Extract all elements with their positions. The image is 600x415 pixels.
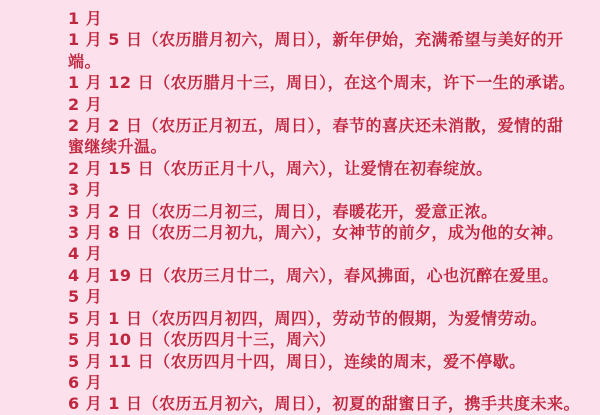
month-heading-may: 5 月	[68, 287, 103, 307]
calendar-entry: 5 月 1 日（农历四月初四，周四），劳动节的假期，为爱情劳动。	[68, 308, 547, 328]
month-heading-april: 4 月	[68, 244, 103, 264]
calendar-entry: 3 月 8 日（农历二月初九，周六），女神节的前夕，成为他的女神。	[68, 223, 564, 243]
calendar-entry-continuation: 蜜继续升温。	[68, 137, 168, 157]
calendar-entry: 2 月 15 日（农历正月十八，周六），让爱情在初春绽放。	[68, 158, 493, 178]
calendar-entry: 3 月 2 日（农历二月初三，周日），春暖花开，爱意正浓。	[68, 201, 498, 221]
month-heading-february: 2 月	[68, 94, 103, 114]
calendar-entry-clipped: 6 月 1 日（农历五月初六，周日），初夏的甜蜜日子，携手共度未来。	[68, 394, 580, 414]
month-heading-june: 6 月	[68, 372, 103, 392]
calendar-entry: 1 月 5 日（农历腊月初六，周日），新年伊始，充满希望与美好的开	[68, 30, 564, 50]
calendar-entry-continuation: 端。	[68, 51, 102, 71]
calendar-entry: 5 月 10 日（农历四月十三，周六）	[68, 330, 336, 350]
calendar-entry: 2 月 2 日（农历正月初五，周日），春节的喜庆还未消散，爱情的甜	[68, 116, 564, 136]
calendar-entry: 4 月 19 日（农历三月廿二，周六），春风拂面，心也沉醉在爱里。	[68, 265, 559, 285]
calendar-entry: 5 月 11 日（农历四月十四，周日），连续的周末，爱不停歇。	[68, 351, 526, 371]
month-heading-march: 3 月	[68, 180, 103, 200]
month-heading-january: 1 月	[68, 9, 103, 28]
calendar-entry: 1 月 12 日（农历腊月十三，周日），在这个周末，许下一生的承诺。	[68, 73, 576, 93]
